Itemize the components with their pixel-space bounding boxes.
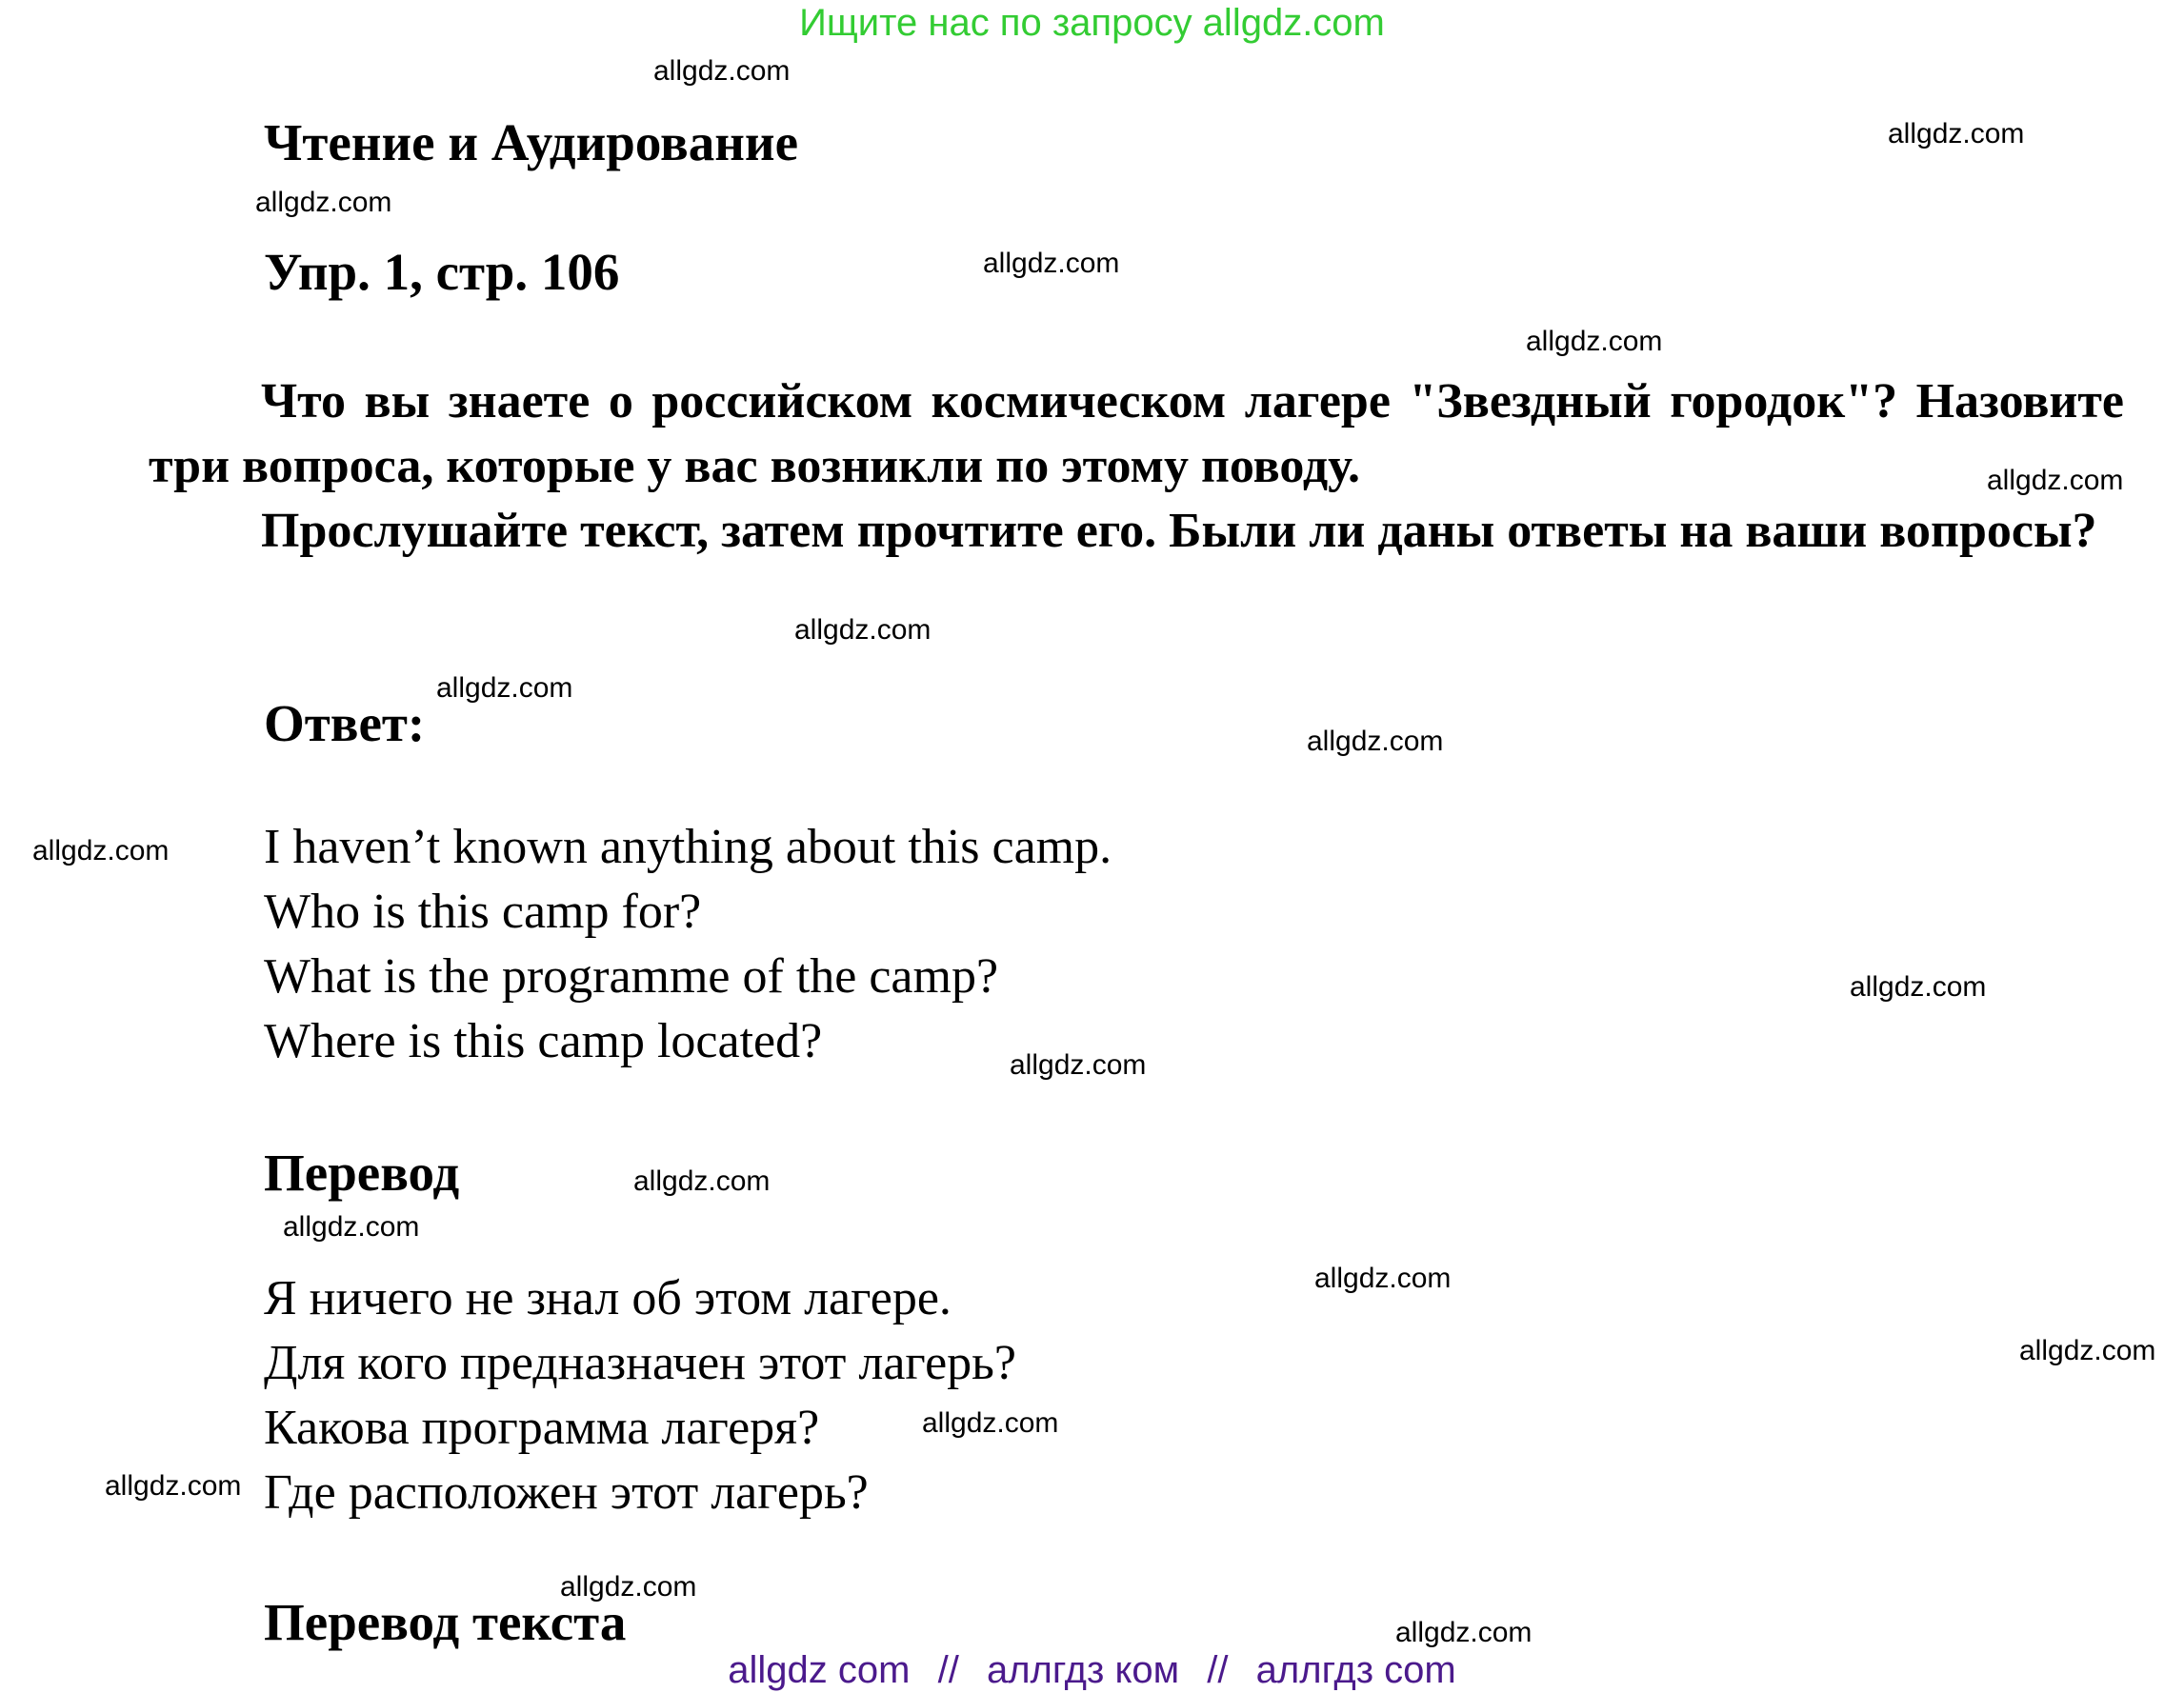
top-search-banner: Ищите нас по запросу allgdz.com — [799, 2, 1385, 44]
watermark: allgdz.com — [633, 1165, 771, 1197]
bottom-banner-part3: аллгдз com — [1255, 1649, 1456, 1691]
bottom-banner — [0, 1647, 2184, 1693]
watermark: allgdz.com — [983, 248, 1120, 279]
watermark: allgdz.com — [436, 672, 573, 704]
task-paragraph-2: Прослушайте текст, затем прочтите его. Были ли даны ответы на ваши вопросы? — [261, 504, 2097, 558]
translation-block — [264, 1266, 1016, 1525]
watermark: allgdz.com — [32, 835, 170, 866]
translation-line: Какова программа лагеря? — [264, 1401, 820, 1455]
answer-line: Who is this camp for? — [264, 885, 702, 939]
section-title: Чтение и Аудирование — [264, 113, 799, 171]
exercise-title: Упр. 1, стр. 106 — [264, 243, 620, 301]
answer-line: I haven’t known anything about this camp. — [264, 820, 1112, 874]
watermark: allgdz.com — [1395, 1617, 1533, 1648]
bottom-banner-part1: allgdz com — [728, 1649, 911, 1691]
watermark: allgdz.com — [1314, 1263, 1452, 1294]
answer-line: Where is this camp located? — [264, 1014, 823, 1068]
watermark: allgdz.com — [922, 1407, 1059, 1439]
answer-heading: Ответ: — [264, 694, 426, 752]
watermark: allgdz.com — [653, 55, 791, 87]
watermark: allgdz.com — [560, 1571, 697, 1603]
watermark: allgdz.com — [283, 1211, 420, 1243]
translation-line: Для кого предназначен этот лагерь? — [264, 1336, 1016, 1390]
watermark: allgdz.com — [1010, 1049, 1147, 1081]
task-text — [149, 369, 2124, 564]
translation-line: Где расположен этот лагерь? — [264, 1465, 869, 1520]
answer-line: What is the programme of the camp? — [264, 949, 999, 1004]
bottom-banner-part2: аллгдз ком — [986, 1649, 1180, 1691]
watermark: allgdz.com — [2019, 1335, 2156, 1366]
watermark: allgdz.com — [1888, 118, 2025, 149]
watermark: allgdz.com — [1526, 326, 1663, 357]
bottom-banner-separator: // — [1207, 1649, 1229, 1691]
translation-heading: Перевод — [264, 1144, 460, 1202]
watermark: allgdz.com — [1987, 465, 2124, 496]
watermark: allgdz.com — [105, 1470, 242, 1502]
bottom-banner-separator: // — [937, 1649, 959, 1691]
translation-line: Я ничего не знал об этом лагере. — [264, 1271, 952, 1325]
task-paragraph-1: Что вы знаете о российском космическом лагере "Звездный городок"? Назовите три вопроса, которые у вас возникли по этому поводу. — [149, 374, 2124, 493]
answer-block — [264, 815, 1112, 1074]
watermark: allgdz.com — [255, 187, 392, 218]
watermark: allgdz.com — [1307, 726, 1444, 757]
watermark: allgdz.com — [794, 614, 932, 646]
text-translation-heading: Перевод текста — [264, 1593, 627, 1651]
watermark: allgdz.com — [1850, 971, 1987, 1003]
